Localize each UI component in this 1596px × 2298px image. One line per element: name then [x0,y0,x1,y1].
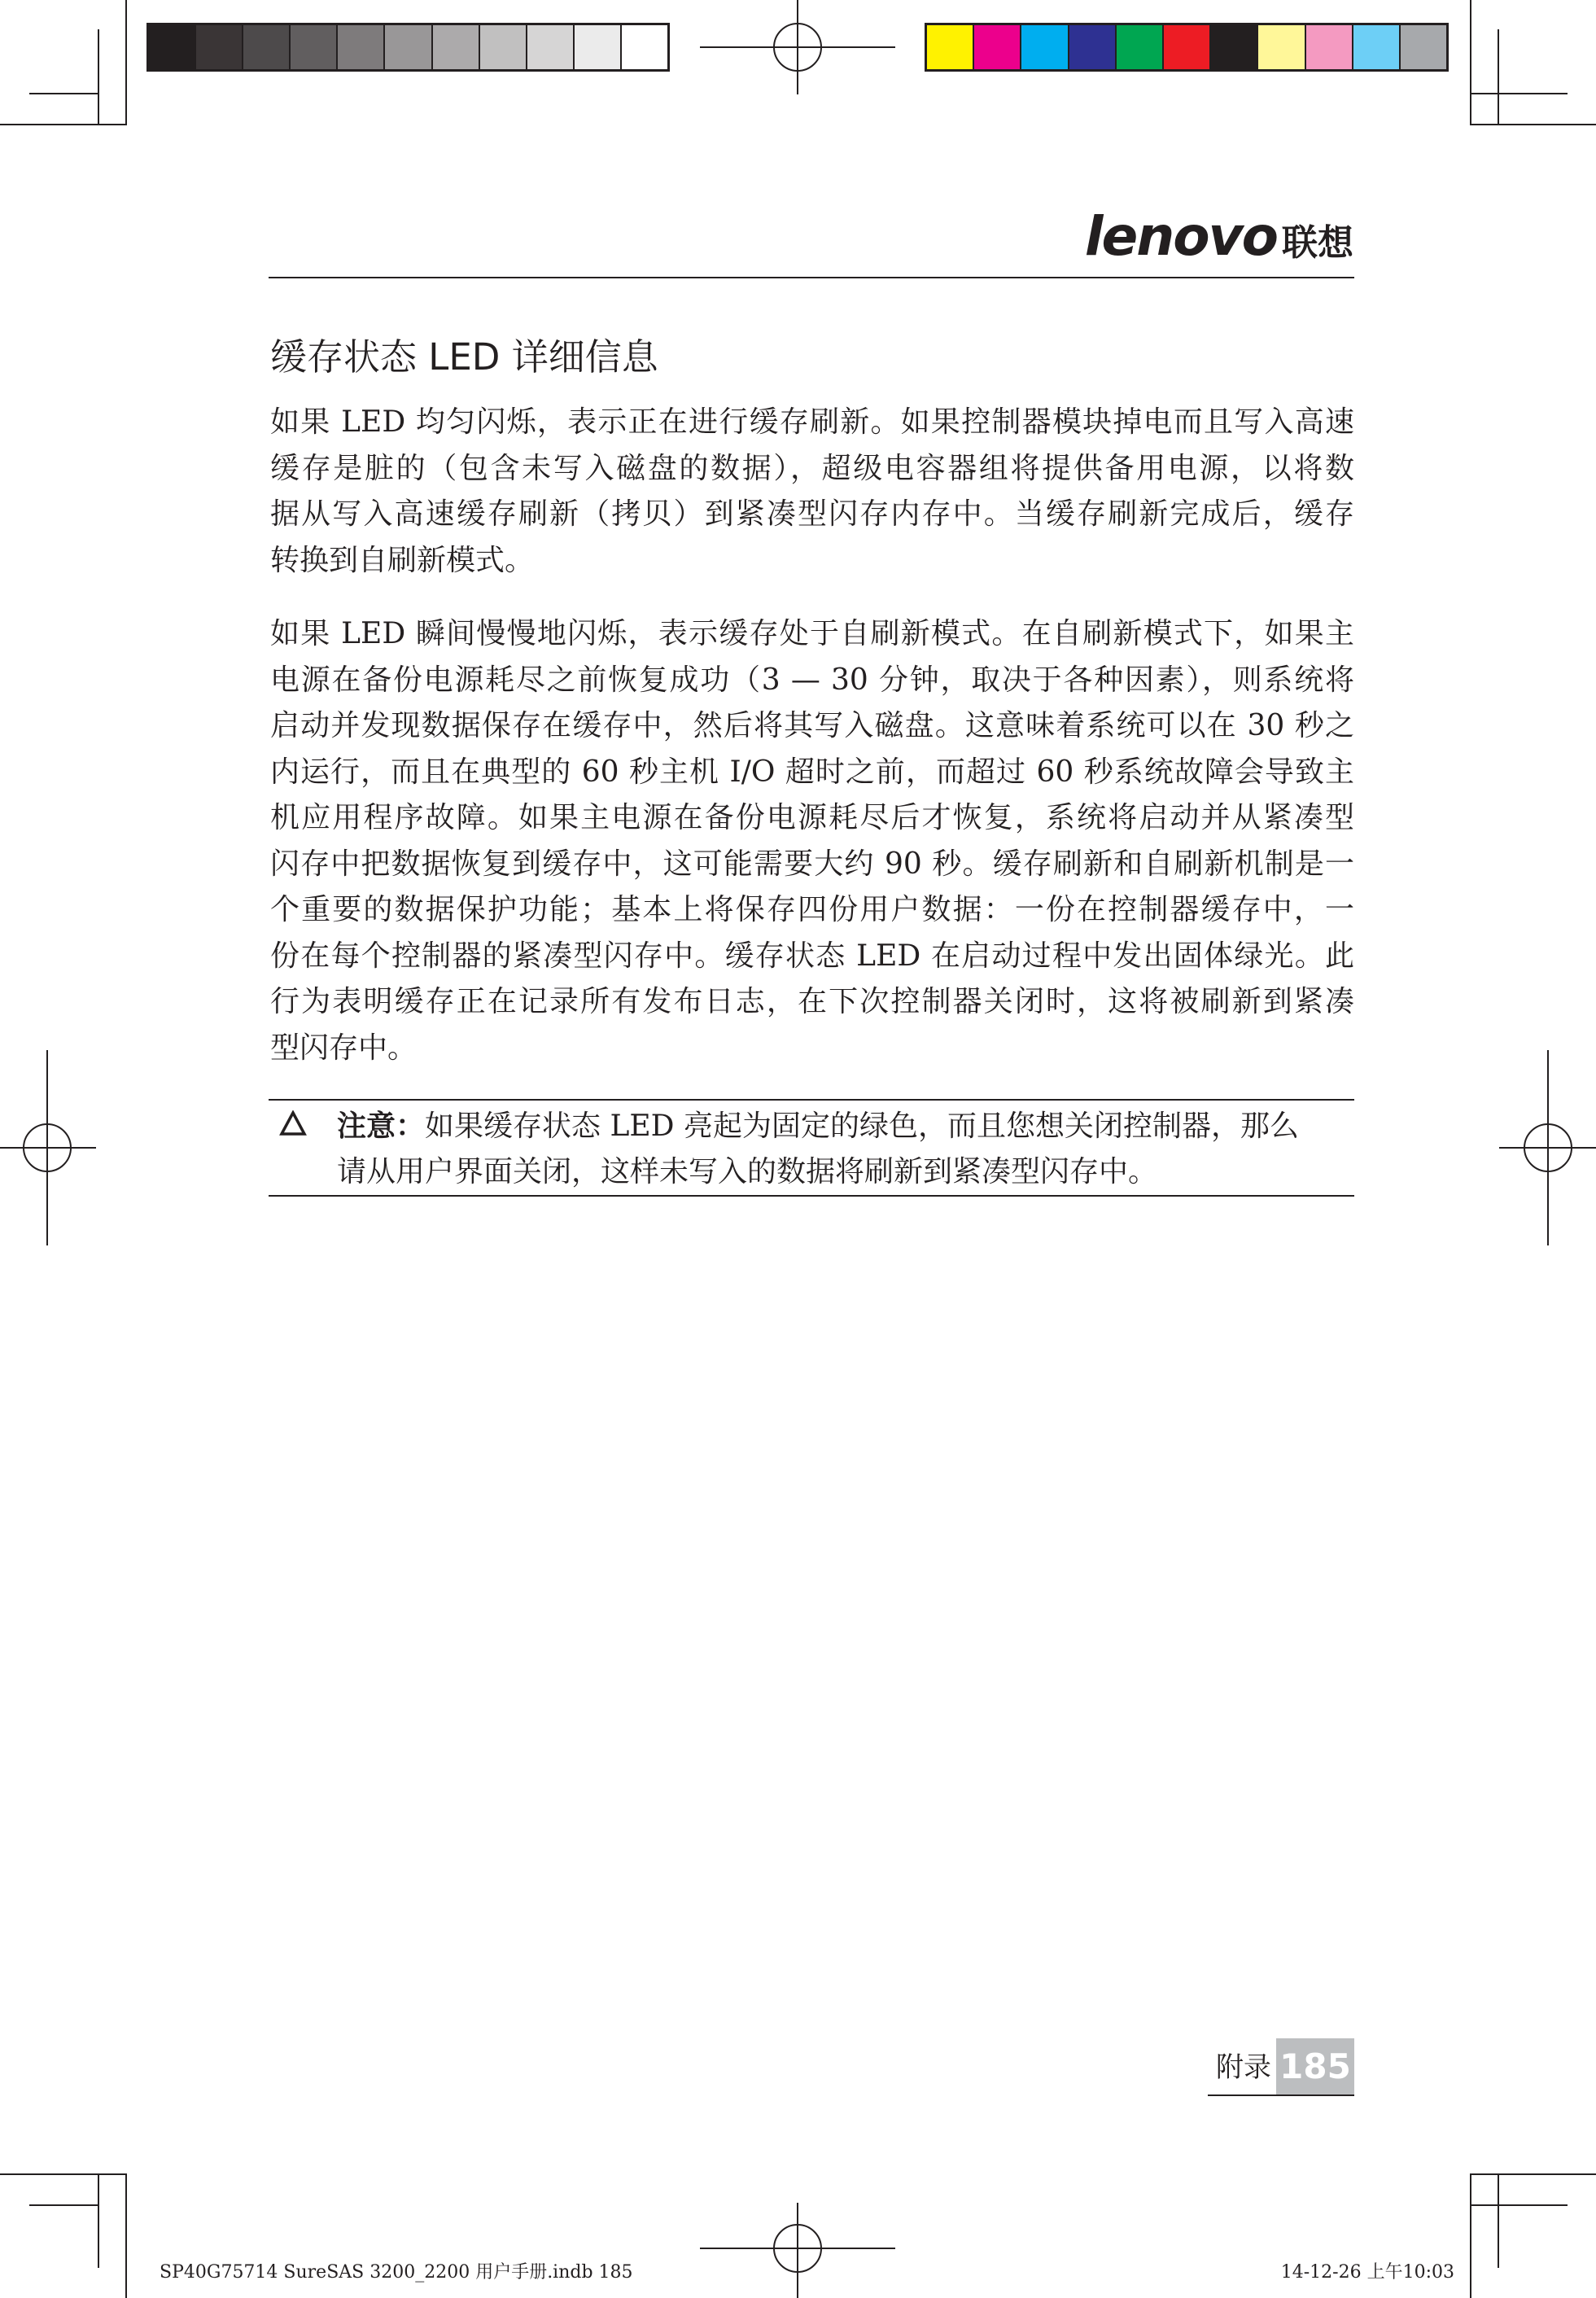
note-box [337,1104,1346,1195]
crop-mark [125,0,127,125]
crop-mark [1470,2173,1471,2298]
text-line: 如果 LED 均匀闪烁，表示正在进行缓存刷新。如果控制器模块掉电而且写入高速 [270,405,1354,439]
color-swatch [1069,25,1117,69]
crop-mark [1471,2204,1568,2206]
crop-mark [1470,0,1471,125]
note-line-1 [337,1104,1346,1149]
color-swatch [243,25,291,69]
gray-scale-bar [146,23,670,72]
text-line: 如果 LED 瞬间慢慢地闪烁，表示缓存处于自刷新模式。在自刷新模式下，如果主 [270,617,1354,650]
text-line: 据从写入高速缓存刷新（拷贝）到紧凑型闪存内存中。当缓存刷新完成后，缓存 [270,497,1354,531]
color-swatch [433,25,480,69]
color-swatch [1117,25,1164,69]
logo-chinese: 联想 [1282,222,1353,264]
slug-file-info: SP40G75714 SureSAS 3200_2200 用户手册.indb 185 [160,2262,633,2283]
crop-mark [1471,124,1596,125]
color-swatch [527,25,575,69]
note-top-rule [269,1099,1354,1101]
text-line: 行为表明缓存正在记录所有发布日志，在下次控制器关闭时，这将被刷新到紧凑 [270,985,1354,1018]
text-line: 份在每个控制器的紧凑型闪存中。缓存状态 LED 在启动过程中发出固体绿光。此 [270,939,1354,973]
color-swatch [1353,25,1401,69]
color-swatch [1211,25,1258,69]
paragraph-1 [270,400,1354,584]
note-bottom-rule [269,1195,1354,1197]
crop-mark [1498,29,1499,125]
color-swatch [291,25,338,69]
color-swatch [974,25,1021,69]
text-line: 启动并发现数据保存在缓存中，然后将其写入磁盘。这意味着系统可以在 30 秒之 [270,709,1354,742]
note-line-2: 请从用户界面关闭，这样未写入的数据将刷新到紧凑型闪存中。 [337,1155,1158,1188]
page-number: 185 [1276,2038,1354,2095]
crop-mark [29,93,99,94]
paragraph-2 [270,611,1354,1071]
warning-triangle-icon [279,1110,307,1136]
registration-mark-v [1547,1050,1549,1245]
color-swatch [385,25,432,69]
color-swatch [622,25,667,69]
lenovo-logo [1084,205,1353,268]
text-line: 转换到自刷新模式。 [270,543,535,577]
appendix-label: 附录 [1216,2051,1271,2084]
color-swatch [480,25,527,69]
color-swatch [338,25,385,69]
crop-mark [1498,2173,1499,2268]
section-title: 缓存状态 LED 详细信息 [270,335,658,379]
color-swatch [1164,25,1211,69]
registration-mark-v [46,1050,48,1245]
text-line: 个重要的数据保护功能；基本上将保存四份用户数据：一份在控制器缓存中，一 [270,893,1354,926]
crop-mark [29,2204,99,2206]
color-swatch [196,25,243,69]
color-swatch [1401,25,1446,69]
text-line: 内运行，而且在典型的 60 秒主机 I/O 超时之前，而超过 60 秒系统故障会导致主 [270,755,1354,789]
color-swatch [1306,25,1353,69]
crop-mark [1471,93,1568,94]
crop-mark [98,2173,99,2268]
color-swatch [149,25,196,69]
color-swatch [927,25,974,69]
crop-mark [0,124,127,125]
registration-mark-v [797,2203,798,2298]
text-line: 电源在备份电源耗尽之前恢复成功（3 — 30 分钟，取决于各种因素），则系统将 [270,663,1354,697]
header-rule [269,277,1354,278]
text-line: 机应用程序故障。如果主电源在备份电源耗尽后才恢复，系统将启动并从紧凑型 [270,801,1354,834]
crop-mark [125,2173,127,2298]
text-line: 型闪存中。 [270,1031,418,1065]
note-text: 如果缓存状态 LED 亮起为固定的绿色，而且您想关闭控制器，那么 [425,1110,1299,1143]
text-line: 缓存是脏的（包含未写入磁盘的数据），超级电容器组将提供备用电源，以将数 [270,451,1354,485]
crop-mark [0,2173,127,2175]
note-label: 注意： [337,1110,426,1143]
color-control-bar [925,23,1449,72]
registration-mark-v [797,0,798,94]
crop-mark [98,29,99,125]
slug-timestamp: 14-12-26 上午10:03 [1280,2262,1454,2283]
text-line: 闪存中把数据恢复到缓存中，这可能需要大约 90 秒。缓存刷新和自刷新机制是一 [270,847,1354,881]
crop-mark [1471,2173,1596,2175]
page-tab-rule [1208,2094,1354,2096]
registration-mark-h [0,1147,96,1149]
color-swatch [575,25,622,69]
color-swatch [1258,25,1305,69]
color-swatch [1021,25,1069,69]
logo-wordmark: lenovo [1084,205,1277,268]
